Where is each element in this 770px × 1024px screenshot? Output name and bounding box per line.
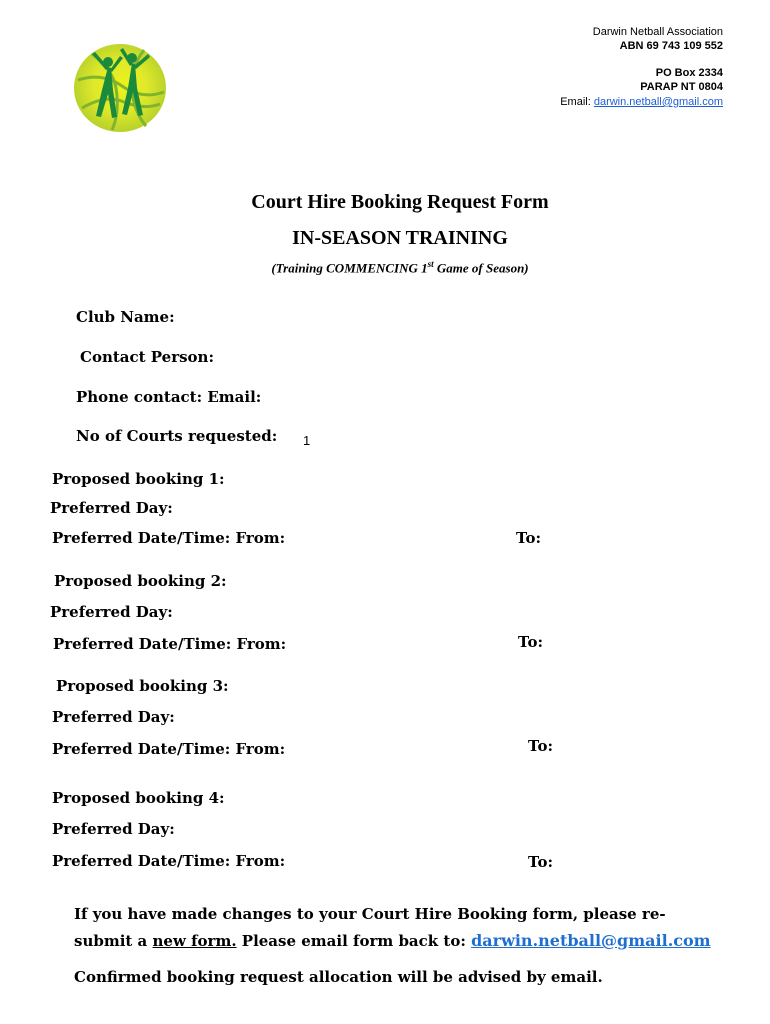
booking-3-to-label: To: xyxy=(528,737,553,755)
footer-line-1: If you have made changes to your Court Hire Booking form, please re- xyxy=(74,905,666,923)
booking-1-day-label: Preferred Day: xyxy=(50,499,173,517)
footer-line-2-mid: Please email form back to: xyxy=(236,932,472,950)
org-email-link[interactable]: darwin.netball@gmail.com xyxy=(593,96,723,108)
footer-line-3: Confirmed booking request allocation will be advised by email. xyxy=(74,968,603,986)
org-name: Darwin Netball Association xyxy=(592,26,723,38)
booking-4-day-label: Preferred Day: xyxy=(52,820,175,838)
booking-4-from-label: Preferred Date/Time: From: xyxy=(52,852,286,870)
org-suburb: PARAP NT 0804 xyxy=(640,81,723,93)
booking-2-to-label: To: xyxy=(518,633,543,651)
booking-3-heading: Proposed booking 3: xyxy=(56,677,229,695)
booking-1-to-label: To: xyxy=(516,529,541,547)
form-note-post: Game of Season) xyxy=(433,260,529,276)
booking-4-heading: Proposed booking 4: xyxy=(52,789,225,807)
booking-2-heading: Proposed booking 2: xyxy=(54,572,227,590)
form-subtitle: IN-SEASON TRAINING xyxy=(292,227,508,249)
booking-1-heading: Proposed booking 1: xyxy=(52,470,225,488)
booking-3-day-label: Preferred Day: xyxy=(52,708,175,726)
courts-requested-label: No of Courts requested: xyxy=(76,427,278,445)
booking-2-from-label: Preferred Date/Time: From: xyxy=(53,635,287,653)
form-note-pre: (Training COMMENCING 1 xyxy=(271,260,428,276)
new-form-text: new form. xyxy=(152,932,237,950)
club-name-label: Club Name: xyxy=(76,308,175,326)
association-logo xyxy=(72,42,168,134)
booking-4-to-label: To: xyxy=(528,853,553,871)
org-abn: ABN 69 743 109 552 xyxy=(619,40,723,52)
footer-line-2 xyxy=(74,931,711,950)
form-note xyxy=(0,259,770,276)
org-po-box: PO Box 2334 xyxy=(655,67,723,79)
booking-1-from-label: Preferred Date/Time: From: xyxy=(52,529,286,547)
org-email-label: Email: xyxy=(560,96,591,108)
phone-email-label: Phone contact: Email: xyxy=(76,388,262,406)
courts-requested-value[interactable]: 1 xyxy=(303,433,311,448)
footer-email-link[interactable]: darwin.netball@gmail.com xyxy=(471,931,711,950)
contact-person-label: Contact Person: xyxy=(80,348,214,366)
form-note-sup: st xyxy=(427,259,434,269)
footer-line-2-pre: submit a xyxy=(74,932,153,950)
form-title: Court Hire Booking Request Form xyxy=(251,191,549,213)
org-email-line xyxy=(560,95,723,109)
booking-3-from-label: Preferred Date/Time: From: xyxy=(52,740,286,758)
booking-2-day-label: Preferred Day: xyxy=(50,603,173,621)
